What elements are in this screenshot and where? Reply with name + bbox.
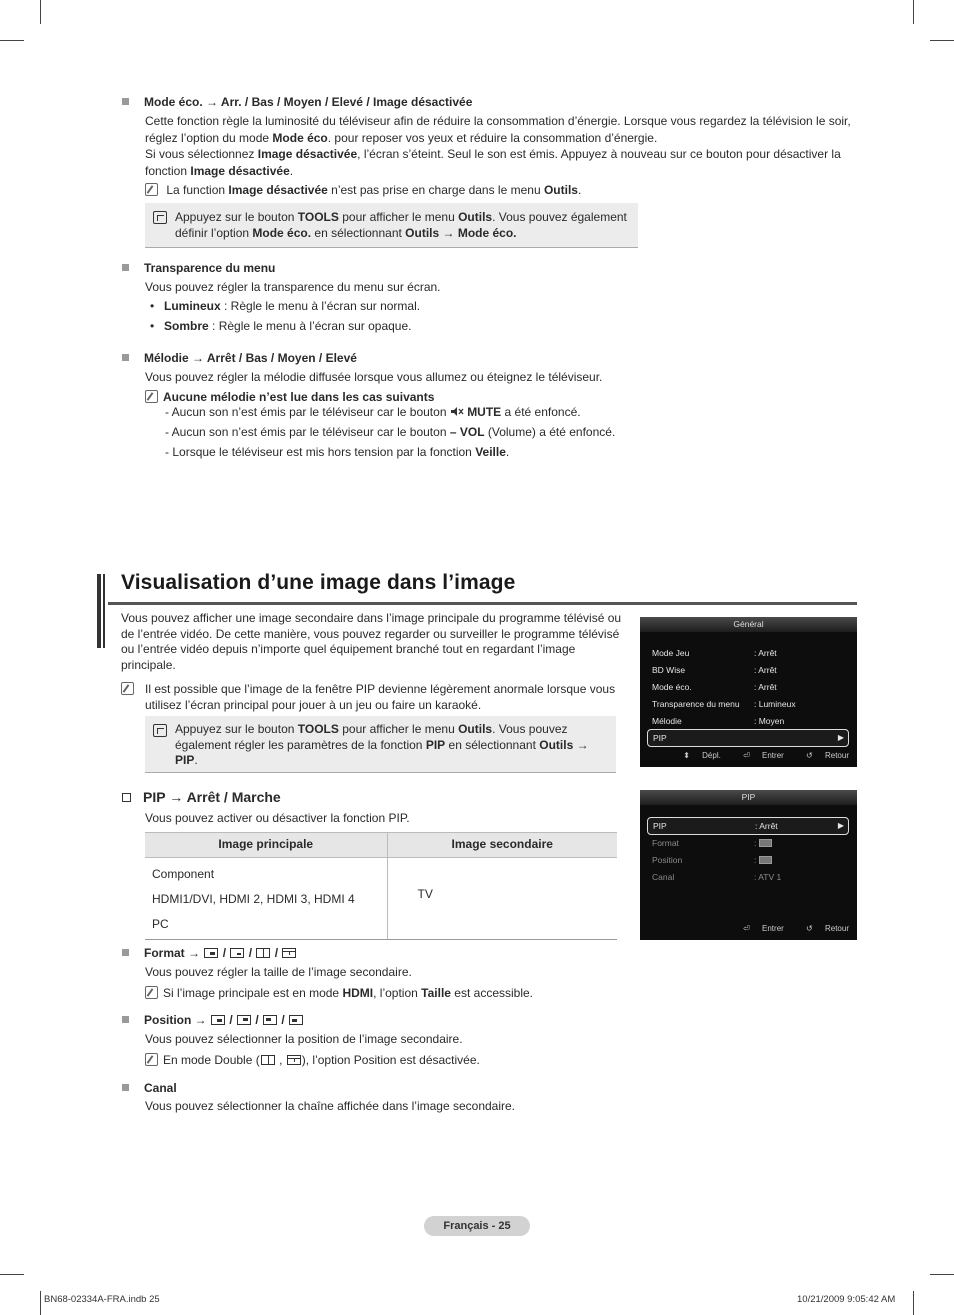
- tv-menu-row: BD Wise : Arrêt: [652, 665, 777, 675]
- tv-menu-row-selected[interactable]: PIP : Arrêt ▶: [647, 817, 849, 835]
- list-item: • Sombre : Règle le menu à l’écran sur opaque.: [150, 319, 412, 333]
- crop-mark: [913, 0, 914, 24]
- list-item: - Lorsque le téléviseur est mis hors tension par la fonction Veille.: [165, 445, 510, 459]
- crop-mark: [930, 1274, 954, 1275]
- page-title: Visualisation d’une image dans l’image: [121, 571, 516, 594]
- table-cell: TV: [387, 858, 617, 940]
- pip-small-icon: [204, 948, 218, 958]
- tv-menu-footer: ⏎ Entrer ↺ Retour: [743, 924, 849, 934]
- intro-paragraph: Vous pouvez afficher une image secondaire dans l’image principale du programme télévisé ou de l’entrée vidéo. De cette manière, vous pouvez regarder ou surveiller le programme télévisé ou l’entrée vidéo depuis n’importe quel équipement branché tout en regardant l’image principale.: [121, 611, 622, 672]
- list-item: - Aucun son n’est émis par le téléviseur car le bouton MUTE a été enfoncé.: [165, 405, 581, 419]
- position-bottom-left-icon: [289, 1015, 303, 1025]
- list-item: - Aucun son n’est émis par le téléviseur car le bouton – VOL (Volume) a été enfoncé.: [165, 425, 616, 439]
- crop-mark: [40, 1291, 41, 1315]
- position-heading: Position → / / /: [122, 1013, 304, 1029]
- page-number: Français - 25: [424, 1216, 530, 1236]
- melodie-heading: Mélodie → Arrêt / Bas / Moyen / Elevé: [122, 351, 357, 367]
- table-header: Image secondaire: [387, 833, 617, 858]
- double-wide-icon: [287, 1055, 301, 1065]
- position-paragraph: Vous pouvez sélectionner la position de l’image secondaire.: [145, 1032, 463, 1046]
- format-note: Si l’image principale est en mode HDMI, l’option Taille est accessible.: [145, 985, 533, 1002]
- pip-source-table: [145, 832, 617, 940]
- melodie-paragraph: Vous pouvez régler la mélodie diffusée lorsque vous allumez ou éteignez le téléviseur.: [145, 370, 603, 384]
- crop-mark: [0, 1274, 24, 1275]
- note-icon: [145, 986, 158, 999]
- tv-menu-row: Canal : ATV 1: [652, 872, 782, 882]
- transparence-heading: Transparence du menu: [122, 261, 275, 277]
- tv-menu-pip: [640, 790, 857, 940]
- tv-menu-row: Mode Jeu : Arrêt: [652, 648, 777, 658]
- crop-mark: [40, 0, 41, 24]
- tv-menu-row: Mélodie : Moyen: [652, 716, 785, 726]
- tv-menu-title: Général: [640, 617, 857, 632]
- table-cell: PC: [152, 917, 169, 931]
- position-top-left-icon: [263, 1015, 277, 1025]
- tv-menu-row-selected[interactable]: PIP ▶: [647, 729, 849, 747]
- format-paragraph: Vous pouvez régler la taille de l’image secondaire.: [145, 965, 412, 979]
- tv-menu-row: Transparence du menu : Lumineux: [652, 699, 796, 709]
- tv-menu-footer: ⬍ Dépl. ⏎ Entrer ↺ Retour: [683, 751, 849, 761]
- canal-heading: Canal: [122, 1081, 177, 1097]
- format-preview-icon: [759, 839, 772, 847]
- melodie-note: Aucune mélodie n’est lue dans les cas suivants: [145, 389, 434, 406]
- enter-icon: ⏎: [743, 751, 750, 761]
- mode-eco-note: La function Image désactivée n’est pas prise en charge dans le menu Outils.: [145, 182, 581, 199]
- note-icon: [145, 1053, 158, 1066]
- tv-menu-general: [640, 617, 857, 767]
- tv-menu-row: Position :: [652, 855, 849, 867]
- mode-eco-tools-box: Appuyez sur le bouton TOOLS pour afficher le menu Outils. Vous pouvez également définir l’option Mode éco. en sélectionnant Outils → Mode éco.: [145, 203, 638, 248]
- tools-icon: [153, 211, 167, 224]
- return-icon: ↺: [806, 751, 813, 761]
- mode-eco-paragraph-2: Si vous sélectionnez Image désactivée, l’écran s’éteint. Seul le son est émis. Appuyez à nouveau sur ce bouton pour désactiver la fonction Image désactivée.: [145, 147, 841, 178]
- note-icon: [121, 682, 134, 695]
- transparence-paragraph: Vous pouvez régler la transparence du menu sur écran.: [145, 280, 441, 294]
- double-icon: [256, 948, 270, 958]
- position-top-right-icon: [237, 1015, 251, 1025]
- pip-tools-box: Appuyez sur le bouton TOOLS pour afficher le menu Outils. Vous pouvez également régler les paramètres de la fonction PIP en sélectionnant Outils → PIP.: [145, 716, 616, 773]
- double-icon: [261, 1055, 275, 1065]
- arrow-right-icon: ▶: [837, 821, 844, 830]
- crop-mark: [0, 40, 24, 41]
- canal-paragraph: Vous pouvez sélectionner la chaîne affichée dans l’image secondaire.: [145, 1099, 516, 1113]
- move-icon: ⬍: [683, 751, 690, 761]
- print-timestamp: 10/21/2009 9:05:42 AM: [797, 1294, 896, 1305]
- table-header: Image principale: [145, 833, 387, 858]
- tv-menu-row: Mode éco. : Arrêt: [652, 682, 777, 692]
- table-cell: HDMI1/DVI, HDMI 2, HDMI 3, HDMI 4: [152, 892, 355, 906]
- format-heading: Format → / / /: [122, 946, 297, 962]
- crop-mark: [913, 1291, 914, 1315]
- return-icon: ↺: [806, 924, 813, 934]
- list-item: • Lumineux : Règle le menu à l’écran sur normal.: [150, 299, 421, 313]
- position-preview-icon: [759, 856, 772, 864]
- file-slug: BN68-02334A-FRA.indb 25: [44, 1294, 160, 1305]
- title-rule: [108, 602, 857, 605]
- pip-large-icon: [230, 948, 244, 958]
- pip-heading: PIP → Arrêt / Marche: [122, 788, 281, 806]
- enter-icon: ⏎: [743, 924, 750, 934]
- note-icon: [145, 183, 158, 196]
- tools-icon: [153, 724, 167, 737]
- arrow-right-icon: ▶: [837, 733, 844, 742]
- note-icon: [145, 390, 158, 403]
- table-cell: Component: [152, 867, 215, 881]
- mode-eco-heading: Mode éco. → Arr. / Bas / Moyen / Elevé / Image désactivée: [122, 95, 472, 111]
- pip-paragraph: Vous pouvez activer ou désactiver la fonction PIP.: [145, 811, 410, 825]
- mute-icon: [450, 406, 464, 417]
- intro-note: Il est possible que l’image de la fenêtre PIP devienne légèrement anormale lorsque vous utilisez l’écran principal pour jouer à un jeu ou faire un karaoké.: [121, 682, 626, 713]
- crop-mark: [930, 40, 954, 41]
- tv-menu-title: PIP: [640, 790, 857, 805]
- position-note: En mode Double ( , ), l’option Position est désactivée.: [145, 1052, 480, 1069]
- position-bottom-right-icon: [211, 1015, 225, 1025]
- tv-menu-row: Format :: [652, 838, 849, 850]
- mode-eco-paragraph-1: Cette fonction règle la luminosité du téléviseur afin de réduire la consommation d’énergie. Lorsque vous regardez la télévision le soir, réglez l’option du mode Mode éco. pour reposer vos yeux et réduire la consommation d’énergie.: [145, 114, 851, 145]
- double-wide-icon: [282, 948, 296, 958]
